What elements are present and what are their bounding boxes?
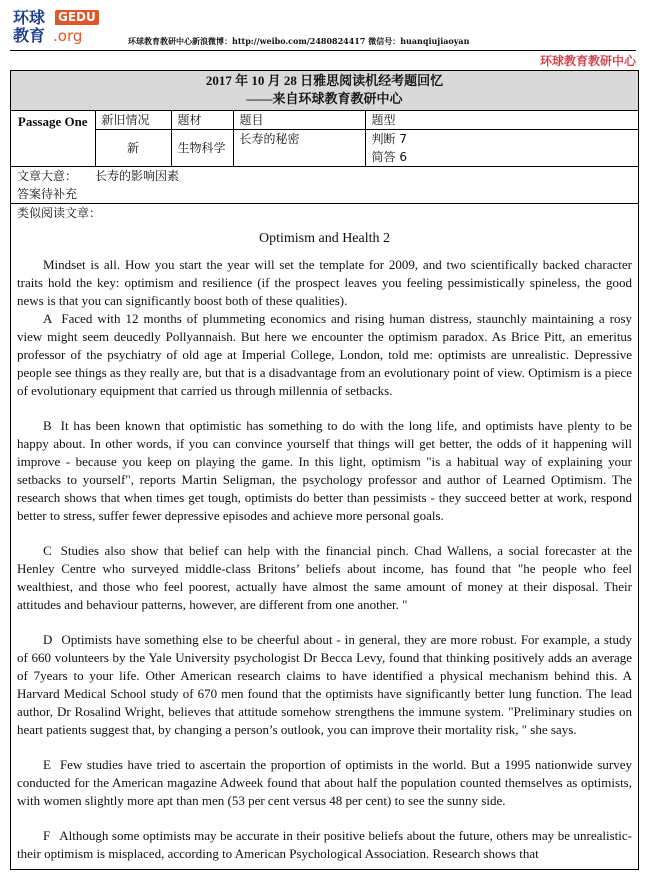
- paragraph-text: Optimists have something else to be cheerful about - in general, they are more robust. For example, a study of 660 volunteers by the Yale University psychologist Dr Becca Levy, found that thinking positively adds an average of 7years to your life. Other American research claims to have identified a physical mechanism behind this. A Harvard Medical School study of 670 men found that the optimists have significantly better lung function. The lead author, Dr Rosalind Wright, believes that attitude somehow strengthens the immune system. "Preliminary studies on heart patients suggest that, by changing a person’s outlook, you can improve their mortality risk, " she says.: [17, 632, 632, 737]
- exam-title-block: [11, 70, 638, 111]
- paragraph-e: [17, 756, 632, 810]
- logo-line-2: 教育: [13, 26, 46, 45]
- cell-topic: 长寿的秘密: [233, 130, 365, 167]
- column-header-status: 新旧情况: [95, 111, 171, 130]
- paragraph-c: [17, 542, 632, 614]
- article-intro: Mindset is all. How you start the year will set the template for 2009, and two scientifically backed character traits hold the key: optimism and resilience (if the prospect leaves you feeling pessimistically spineless, the good news is that you can significantly boost both of these qualities).: [17, 257, 632, 308]
- paragraph-text: Studies also show that belief can help with the financial pinch. Chad Wallens, a social forecaster at the Henley Centre who surveyed middle-class Britons’ beliefs about income, has found that "he people who feel wealthiest, and those who feel poorest, actually have almost the same amount of money at their disposal. Their attitudes and behaviour patterns, however, are different from one another. ": [17, 543, 632, 612]
- page-header: [0, 0, 650, 52]
- paragraph-d: [17, 631, 632, 739]
- summary-value: 长寿的影响因素: [95, 169, 180, 183]
- paragraph-text: Although some optimists may be accurate in their positive beliefs about the future, others may be unrealistic-their optimism is misplaced, according to American Psychological Association. Research shows that: [17, 828, 632, 861]
- logo-org-suffix: .org: [53, 27, 83, 45]
- column-header-question-type: 题型: [365, 111, 638, 130]
- paragraph-letter: D: [43, 632, 53, 647]
- exam-subtitle: ——来自环球教育教研中心: [246, 91, 403, 106]
- answers-note: 答案待补充: [17, 187, 78, 201]
- article-title: Optimism and Health 2: [258, 231, 391, 246]
- paragraph-letter: F: [43, 828, 51, 843]
- similar-article-label: 类似阅读文章：: [17, 206, 102, 220]
- exam-title: 2017 年 10 月 28 日雅思阅读机经考题回忆: [205, 73, 444, 88]
- passage-label: Passage One: [11, 111, 95, 167]
- cell-subject: 生物科学: [171, 130, 233, 167]
- logo-gedu-badge: GEDU: [55, 10, 99, 25]
- cell-status: 新: [95, 130, 171, 167]
- paragraph-letter: C: [43, 543, 52, 558]
- question-type-judgement: 判断 7: [371, 132, 407, 146]
- question-type-short-answer: 简答 6: [371, 150, 407, 164]
- paragraph-letter: B: [43, 418, 52, 433]
- paragraph-a: [17, 310, 632, 400]
- article-body: [11, 248, 638, 869]
- table-header-row: [11, 111, 638, 130]
- watermark-text: 环球教育教研中心: [539, 54, 636, 68]
- paragraph-text: Few studies have tried to ascertain the proportion of optimists in the world. But a 1995 nationwide survey conducted for the American magazine Adweek found that about half the population counted themselves as optimists, with women slightly more apt than men (53 per cent versus 48 per cent) to see the sunny side.: [17, 757, 632, 808]
- watermark-band: [0, 52, 650, 70]
- header-divider: [10, 50, 636, 51]
- column-header-topic: 题目: [233, 111, 365, 130]
- summary-label: 文章大意：: [17, 169, 78, 183]
- paragraph-text: Faced with 12 months of plummeting economics and rising human distress, staunchly maintaining a rosy view might seem deucedly Pollyannaish. But here we encounter the optimism paradox. As Brice Pitt, an emeritus professor of the psychiatry of old age at Imperial College, London, told me: optimists are unrealistic. Depressive people see things as they really are, but that is a disadvantage from an evolutionary point of view. Optimism is a piece of evolutionary equipment that carried us through millennia of setbacks.: [17, 311, 632, 398]
- cell-question-types: [365, 130, 638, 167]
- column-header-subject: 题材: [171, 111, 233, 130]
- paragraph-f: [17, 827, 632, 863]
- exam-info-table: [11, 111, 638, 167]
- exam-sheet: [10, 70, 639, 870]
- paragraph-text: It has been known that optimistic has something to do with the long life, and optimists have plenty to be happy about. In other words, if you can convince yourself that things will get better, the odds of it happening will improve - because you keep on playing the game. In this light, optimism "is a habitual way of explaining your setbacks to yourself", reports Martin Seligman, the psychology professor and author of Learned Optimism. The research shows that when times get tough, optimists do better than pessimists - they succeed better at work, respond better to stress, suffer fewer depressive episodes and achieve more personal goals.: [17, 418, 632, 523]
- summary-section: [11, 167, 638, 204]
- table-row: [11, 130, 638, 167]
- paragraph-b: [17, 417, 632, 525]
- paragraph-letter: A: [43, 311, 53, 326]
- logo-line-1: 环球: [13, 8, 46, 27]
- gedu-logo: [13, 9, 113, 47]
- header-contact-info: 环球教育教研中心新浪微博：http://weibo.com/2480824417 微信号：huanqiujiaoyan: [128, 36, 470, 46]
- paragraph-letter: E: [43, 757, 51, 772]
- logo-chinese-text: [13, 9, 45, 45]
